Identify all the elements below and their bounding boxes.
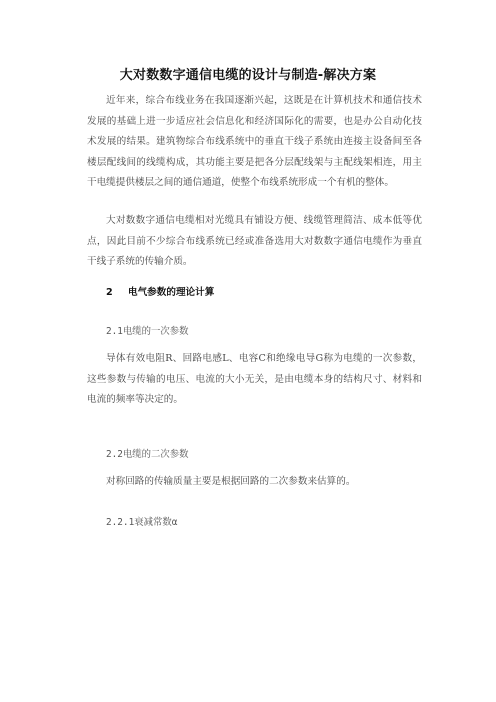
subsection-heading-2-2: 2.2电缆的二次参数 — [106, 449, 189, 460]
subsection-heading-2-2-1: 2.2.1衰减常数α — [106, 517, 178, 528]
page-title: 大对数数字通信电缆的设计与制造-解决方案 — [119, 68, 377, 83]
subsection-heading-2-1: 2.1电缆的一次参数 — [106, 326, 189, 337]
section-title: 电气参数的理论计算 — [128, 287, 215, 298]
paragraph-secondary-parameters: 对称回路的传输质量主要是根据回路的二次参数来估算的。 — [106, 476, 356, 487]
paragraph-advantages: 大对数数字通信电缆相对光缆具有铺设方便、线缆管理简洁、成本低等优点，因此目前不少综合布线系统已经或准备选用大对数数字通信电缆作为垂直干线子系统的传输介质。 — [87, 215, 422, 268]
section-heading — [106, 284, 214, 298]
section-number: 2 — [106, 287, 113, 298]
paragraph-intro: 近年来，综合布线业务在我国逐渐兴起，这既是在计算机技术和通信技术发展的基础上进一步适应社会信息化和经济国际化的需要，也是办公自动化技术发展的结果。建筑物综合布线系统中的垂直干线子系统由连接主设备间至各楼层配线间的线缆构成，其功能主要是把各分层配线架与主配线架相连，用主干电缆提供楼层之间的通信通道，使整个布线系统形成一个有机的整体。 — [87, 95, 422, 189]
paragraph-primary-parameters: 导体有效电阻R、回路电感L、电容C和绝缘电导G称为电缆的一次参数，这些参数与传输的电压、电流的大小无关，是由电缆本身的结构尺寸、材料和电流的频率等决定的。 — [87, 353, 422, 406]
